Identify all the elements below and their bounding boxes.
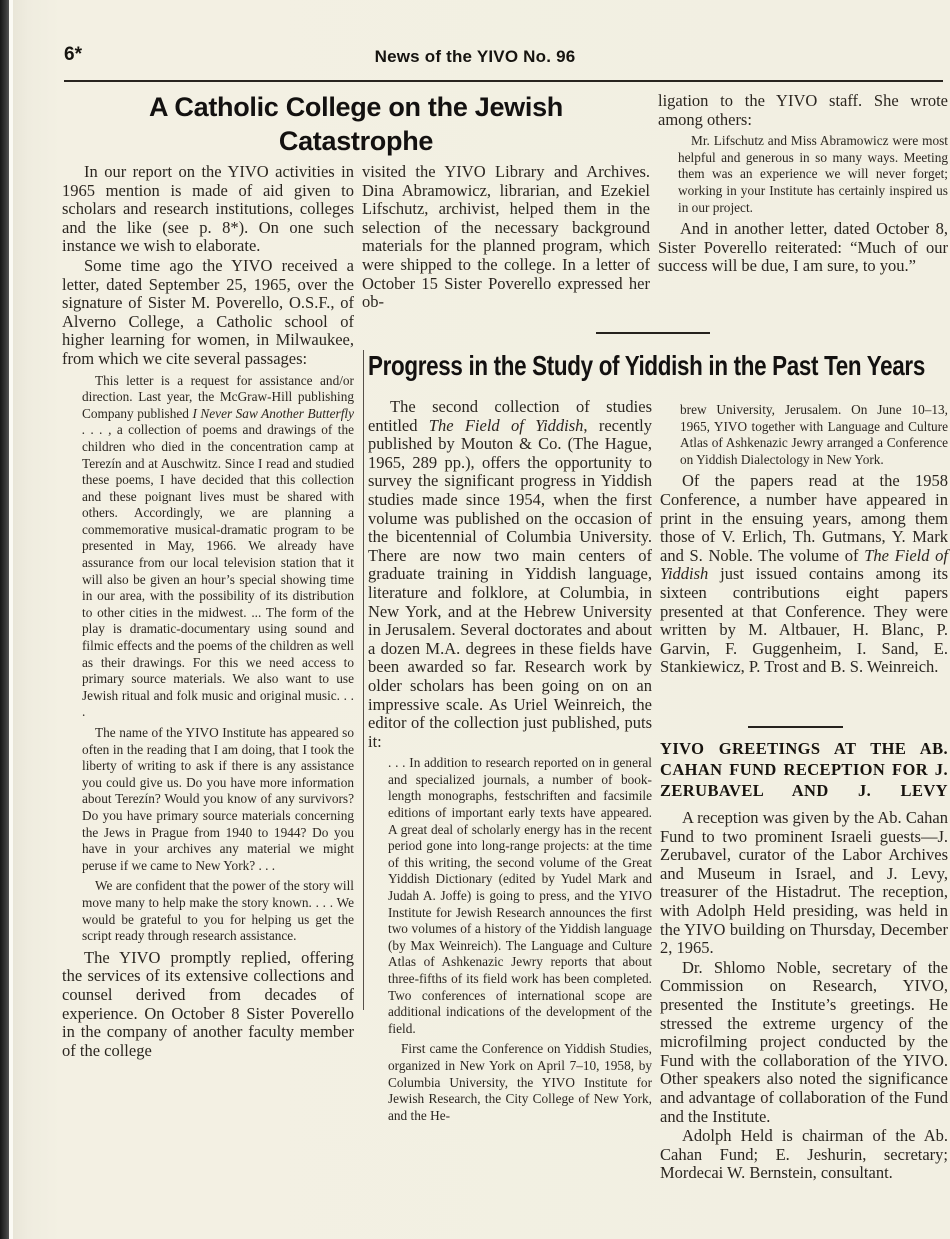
section-divider-rule <box>596 332 710 334</box>
article1-title-line2: Catastrophe <box>278 126 434 156</box>
quoted-passage: . . . In addition to research reported on in general and specialized journals, a number of book-length monographs, festschriften and facsimile editions of important early texts have appeared. A great deal of scholarly energy has in the recent period gone into long-range projects: at the time of this writing, the second volume of the Great Yiddish Dictionary (edited by Yudel Mark and Judah A. Joffe) is going to press, and the YIVO Institute for Jewish Research announces the first two volumes of a history of the Yiddish language (by Max Weinreich). The Language and Culture Atlas of Ashkenazic Jewry reports that about three-fifths of its field work has been completed. Two conferences of international scope are additional indications of the development of the field. <box>388 755 652 1036</box>
article2-title: Progress in the Study of Yiddish in the Past Ten Years <box>368 350 925 381</box>
paragraph-text: Of the papers read at the 1958 Conference, a number have appeared in print in the ensuing years, among them those of V. Erlich, Th. Gutmans, Y. Mark and S. Noble. The volume of <box>660 471 948 565</box>
page-scan-edge <box>0 0 9 1239</box>
quoted-letter-excerpt <box>82 373 354 721</box>
column-divider-rule <box>363 350 364 1010</box>
paragraph-text: just issued contains among its sixteen contributions eight papers presented at that Conference. They were written by M. Altbauer, H. Blanc, P. Garvin, F. Guggenheim, I. Sand, E. Stankiewicz, P. Trost and B. S. Weinreich. <box>660 564 948 677</box>
book-title-italic: The Field of Yiddish <box>660 545 948 584</box>
article3 <box>660 738 948 1183</box>
article1-column-2 <box>362 163 650 312</box>
article1-paragraph: And in another letter, dated October 8, Sister Poverello reiterated: “Much of our success will be due, I am sure, to you.” <box>658 219 948 276</box>
article2-column-left <box>368 398 652 1128</box>
article1-paragraph: In our report on the YIVO activities in 1965 mention is made of aid given to scholars and research institutions, colleges and the like (see p. 8*). On one such instance we wish to elaborate. <box>62 162 354 256</box>
quoted-passage: First came the Conference on Yiddish Studies, organized in New York on April 7–10, 1958, by Columbia University, the YIVO Institute for Jewish Research, the City College of New York, and the He- <box>388 1041 652 1123</box>
book-title-italic: I Never Saw Another Butterfly . . . , <box>82 405 354 438</box>
article2-paragraph <box>368 398 652 751</box>
quoted-passage: brew University, Jerusalem. On June 10–13, 1965, YIVO together with Language and Culture Atlas of Ashkenazic Jewry arranged a Conference on Yiddish Dialectology in New York. <box>680 402 948 467</box>
article1-column-1 <box>62 163 354 1060</box>
quoted-letter-excerpt: The name of the YIVO Institute has appeared so often in the reading that I am doing, that I took the liberty of writing to ask if there is any assistance you could give us. Do you have more information about Terezín? Would you know of any survivors? Do you have primary source materials concerning the Jews in Prague from 1940 to 1944? Do you have in your archives any material we might peruse if we came to New York? . . . <box>82 725 354 873</box>
header-rule <box>64 80 943 82</box>
quoted-letter-excerpt: Mr. Lifschutz and Miss Abramowicz were most helpful and generous in so many ways. Meeting them was an experience we will never forget; working in your Institute has certainly inspired us in our project. <box>678 133 948 215</box>
article2-column-right <box>660 398 948 677</box>
book-title-italic: The Field of Yiddish <box>428 415 584 435</box>
article3-title: YIVO GREETINGS AT THE AB. CAHAN FUND RECEPTION FOR J. ZERUBAVEL AND J. LEVY <box>660 739 948 800</box>
article1-title <box>60 90 652 158</box>
page-number: 6* <box>64 44 82 65</box>
quote-text: a collection of poems and drawings of the children who died in the concentration camp at Terezín and at Auschwitz. Since I read and studied these poems, I have decided that this collection and these poignant lives must be shared with others. Accordingly, we are planning a commemorative musical-dramatic program to be presented in May, 1966. We already have assurance from our local television station that it will also be given an hour’s special showing time in our area, with the possibility of its distribution to other cities in the midwest. ... The form of the play is dramatic-documentary using sound and filmic effects and the poems of the children as well as their drawings. For this we need access to primary source materials. We also want to use Jewish ritual and folk music and original music. . . . <box>82 422 355 720</box>
article1-paragraph: The YIVO promptly replied, offering the services of its extensive collections and counsel derived from decades of experience. On October 8 Sister Poverello in the company of another faculty member of the college <box>62 947 354 1060</box>
paragraph-text: The second collection of studies entitled <box>368 397 652 435</box>
article3-paragraph: A reception was given by the Ab. Cahan Fund to two prominent Israeli guests—J. Zerubavel, curator of the Labor Archives and Museum in Israel, and J. Levy, treasurer of the Histadrut. The reception, with Adolph Held presiding, was held in the YIVO building on Thursday, December 2, 1965. <box>660 808 948 958</box>
article1-column-3 <box>658 92 948 276</box>
article3-paragraph: Dr. Shlomo Noble, secretary of the Commission on Research, YIVO, presented the Institute’s greetings. He stressed the extreme urgency of the microfilming project conducted by the Fund with the collaboration of the YIVO. Other speakers also noted the significance and advantage of collaboration of the Fund and the Institute. <box>660 957 948 1126</box>
quote-text: This letter is a request for assistance and/or direction. Last year, the McGraw-Hill publishing Company published <box>82 372 354 421</box>
article1-title-line1: A Catholic College on the Jewish <box>149 92 563 122</box>
section-divider-rule <box>748 726 843 728</box>
paragraph-text: , recently published by Mouton & Co. (The Hague, 1965, 289 pp.), offers the opportunity to survey the significant progress in Yiddish studies made since 1954, when the first volume was published on the occasion of the bicentennial of Columbia University. There are now two main centers of graduate training in Yiddish language, literature and folklore, at Columbia, in New York, and at the Hebrew University in Jerusalem. Several doctorates and about a dozen M.A. degrees in these fields have been awarded so far. Research work by older scholars has been going on on an impressive scale. As Uriel Weinreich, the editor of the collection just published, puts it: <box>368 415 652 751</box>
article2-paragraph <box>660 472 948 677</box>
quoted-letter-excerpt: We are confident that the power of the story will move many to help make the story known. . . . We would be grateful to you for helping us get the script ready through research assistance. <box>82 878 354 944</box>
article1-paragraph: visited the YIVO Library and Archives. Dina Abramowicz, librarian, and Ezekiel Lifschutz, archivist, helped them in the selection of the necessary background materials for the planned program, which were shipped to the college. In a letter of October 15 Sister Poverello expressed her ob- <box>362 162 650 312</box>
article1-paragraph: Some time ago the YIVO received a letter, dated September 25, 1965, over the signature of Sister M. Poverello, O.S.F., of Alverno College, a Catholic school of higher learning for women, in Milwaukee, from which we cite several passages: <box>62 255 354 368</box>
page-scan-edge-highlight <box>9 0 13 1239</box>
newsletter-masthead: News of the YIVO No. 96 <box>374 47 576 66</box>
article1-paragraph: ligation to the YIVO staff. She wrote among others: <box>658 91 948 129</box>
article3-paragraph: Adolph Held is chairman of the Ab. Cahan Fund; E. Jeshurin, secretary; Mordecai W. Bernstein, consultant. <box>660 1126 948 1183</box>
